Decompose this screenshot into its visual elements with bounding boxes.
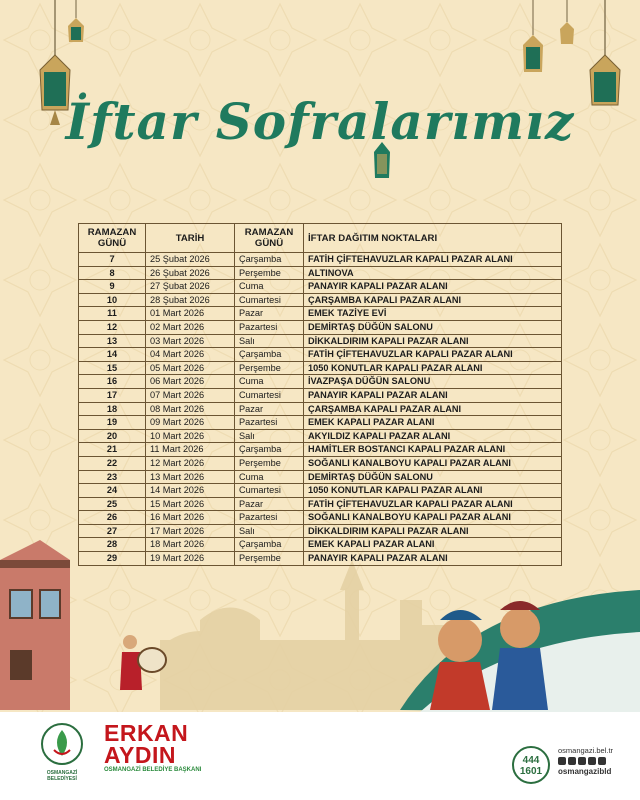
facebook-icon[interactable] [568, 757, 576, 765]
cell-ramazan-gunu: 9 [79, 280, 146, 294]
cell-tarih: 27 Şubat 2026 [146, 280, 235, 294]
cell-gun: Perşembe [235, 456, 304, 470]
mayor-role: OSMANGAZİ BELEDİYE BAŞKANI [104, 767, 202, 773]
cell-tarih: 26 Şubat 2026 [146, 266, 235, 280]
cell-ramazan-gunu: 16 [79, 375, 146, 389]
cell-dagitim-noktasi: ÇARŞAMBA KAPALI PAZAR ALANI [304, 402, 562, 416]
cell-dagitim-noktasi: EMEK TAZİYE EVİ [304, 307, 562, 321]
twitter-icon[interactable] [578, 757, 586, 765]
table-row [79, 320, 562, 334]
cell-ramazan-gunu: 19 [79, 416, 146, 430]
cell-gun: Çarşamba [235, 443, 304, 457]
cell-dagitim-noktasi: 1050 KONUTLAR KAPALI PAZAR ALANI [304, 361, 562, 375]
table-row [79, 484, 562, 498]
cell-gun: Salı [235, 429, 304, 443]
cell-tarih: 16 Mart 2026 [146, 511, 235, 525]
cell-gun: Salı [235, 334, 304, 348]
cell-ramazan-gunu: 27 [79, 524, 146, 538]
linkedin-icon[interactable] [598, 757, 606, 765]
cell-gun: Pazartesi [235, 416, 304, 430]
cell-ramazan-gunu: 23 [79, 470, 146, 484]
cell-gun: Cuma [235, 280, 304, 294]
cell-tarih: 11 Mart 2026 [146, 443, 235, 457]
cell-dagitim-noktasi: EMEK KAPALI PAZAR ALANI [304, 416, 562, 430]
cell-dagitim-noktasi: DEMİRTAŞ DÜĞÜN SALONU [304, 320, 562, 334]
cell-dagitim-noktasi: İVAZPAŞA DÜĞÜN SALONU [304, 375, 562, 389]
cell-ramazan-gunu: 11 [79, 307, 146, 321]
cell-tarih: 17 Mart 2026 [146, 524, 235, 538]
cell-gun: Pazar [235, 307, 304, 321]
cell-gun: Pazartesi [235, 511, 304, 525]
lantern-small-right-icon [556, 0, 578, 50]
cell-dagitim-noktasi: FATİH ÇİFTEHAVUZLAR KAPALI PAZAR ALANI [304, 348, 562, 362]
mayor-block [104, 720, 202, 773]
table-row [79, 266, 562, 280]
cell-tarih: 04 Mart 2026 [146, 348, 235, 362]
table-header-row [79, 224, 562, 253]
cell-tarih: 08 Mart 2026 [146, 402, 235, 416]
cell-tarih: 15 Mart 2026 [146, 497, 235, 511]
social-icons [558, 757, 638, 765]
cell-dagitim-noktasi: EMEK KAPALI PAZAR ALANI [304, 538, 562, 552]
cell-ramazan-gunu: 21 [79, 443, 146, 457]
cell-gun: Cumartesi [235, 484, 304, 498]
page-title: İftar Sofralarımız [65, 92, 575, 151]
cell-dagitim-noktasi: AKYILDIZ KAPALI PAZAR ALANI [304, 429, 562, 443]
house-illustration [0, 540, 70, 710]
cell-gun: Pazar [235, 497, 304, 511]
table-row [79, 456, 562, 470]
website-link[interactable]: osmangazi.bel.tr [558, 746, 614, 755]
cell-gun: Cuma [235, 375, 304, 389]
cell-tarih: 06 Mart 2026 [146, 375, 235, 389]
mayor-first-name: ERKAN [104, 720, 189, 746]
cell-tarih: 09 Mart 2026 [146, 416, 235, 430]
municipality-name: OSMANGAZİ BELEDİYESİ [46, 770, 78, 782]
cell-tarih: 14 Mart 2026 [146, 484, 235, 498]
cell-tarih: 03 Mart 2026 [146, 334, 235, 348]
header-tarih: TARİH [146, 224, 235, 253]
cell-gun: Perşembe [235, 552, 304, 566]
cell-dagitim-noktasi: DİKKALDIRIM KAPALI PAZAR ALANI [304, 334, 562, 348]
cell-gun: Pazar [235, 402, 304, 416]
cell-ramazan-gunu: 10 [79, 293, 146, 307]
table-row [79, 402, 562, 416]
cell-gun: Cumartesi [235, 293, 304, 307]
header-ramazan-gunu-day: RAMAZAN GÜNÜ [235, 224, 304, 253]
cell-ramazan-gunu: 24 [79, 484, 146, 498]
scene-illustration [0, 520, 640, 720]
header-dagitim-noktalari: İFTAR DAĞITIM NOKTALARI [304, 224, 562, 253]
social-handle: osmangazibld [558, 767, 612, 776]
cell-tarih: 10 Mart 2026 [146, 429, 235, 443]
table-row [79, 253, 562, 267]
cell-gun: Perşembe [235, 266, 304, 280]
cell-tarih: 01 Mart 2026 [146, 307, 235, 321]
cell-dagitim-noktasi: DEMİRTAŞ DÜĞÜN SALONU [304, 470, 562, 484]
cell-gun: Çarşamba [235, 348, 304, 362]
cell-gun: Cuma [235, 470, 304, 484]
cell-ramazan-gunu: 15 [79, 361, 146, 375]
youtube-icon[interactable] [588, 757, 596, 765]
cell-tarih: 28 Şubat 2026 [146, 293, 235, 307]
cell-ramazan-gunu: 28 [79, 538, 146, 552]
cell-tarih: 02 Mart 2026 [146, 320, 235, 334]
lantern-small-left-icon [62, 0, 90, 50]
cell-ramazan-gunu: 7 [79, 253, 146, 267]
cell-tarih: 18 Mart 2026 [146, 538, 235, 552]
table-row [79, 443, 562, 457]
cell-dagitim-noktasi: PANAYIR KAPALI PAZAR ALANI [304, 388, 562, 402]
cell-dagitim-noktasi: ÇARŞAMBA KAPALI PAZAR ALANI [304, 293, 562, 307]
cell-ramazan-gunu: 26 [79, 511, 146, 525]
cell-ramazan-gunu: 29 [79, 552, 146, 566]
table-row [79, 307, 562, 321]
table-row [79, 280, 562, 294]
cell-tarih: 25 Şubat 2026 [146, 253, 235, 267]
iftar-schedule-table [78, 223, 562, 566]
cell-dagitim-noktasi: ALTINOVA [304, 266, 562, 280]
cell-dagitim-noktasi: HAMİTLER BOSTANCI KAPALI PAZAR ALANI [304, 443, 562, 457]
cell-tarih: 13 Mart 2026 [146, 470, 235, 484]
table-row [79, 416, 562, 430]
cell-ramazan-gunu: 20 [79, 429, 146, 443]
cell-ramazan-gunu: 12 [79, 320, 146, 334]
cell-gun: Salı [235, 524, 304, 538]
header-ramazan-gunu: RAMAZAN GÜNÜ [79, 224, 146, 253]
table-row [79, 361, 562, 375]
cell-dagitim-noktasi: SOĞANLI KANALBOYU KAPALI PAZAR ALANI [304, 511, 562, 525]
table-row [79, 470, 562, 484]
karagoz-puppets-illustration [430, 601, 548, 710]
cell-dagitim-noktasi: PANAYIR KAPALI PAZAR ALANI [304, 280, 562, 294]
hotline-badge: 444 1601 [512, 746, 550, 784]
cell-tarih: 19 Mart 2026 [146, 552, 235, 566]
mayor-last-name: AYDIN [104, 742, 176, 768]
cell-tarih: 07 Mart 2026 [146, 388, 235, 402]
cell-dagitim-noktasi: SOĞANLI KANALBOYU KAPALI PAZAR ALANI [304, 456, 562, 470]
cell-ramazan-gunu: 25 [79, 497, 146, 511]
cell-ramazan-gunu: 14 [79, 348, 146, 362]
cell-ramazan-gunu: 18 [79, 402, 146, 416]
cell-dagitim-noktasi: 1050 KONUTLAR KAPALI PAZAR ALANI [304, 484, 562, 498]
cell-tarih: 05 Mart 2026 [146, 361, 235, 375]
table-row [79, 497, 562, 511]
cell-gun: Pazartesi [235, 320, 304, 334]
lantern-mid-right-icon [518, 0, 548, 85]
cell-ramazan-gunu: 17 [79, 388, 146, 402]
instagram-icon[interactable] [558, 757, 566, 765]
cell-dagitim-noktasi: DİKKALDIRIM KAPALI PAZAR ALANI [304, 524, 562, 538]
cell-gun: Çarşamba [235, 253, 304, 267]
table-row [79, 429, 562, 443]
cell-tarih: 12 Mart 2026 [146, 456, 235, 470]
cell-dagitim-noktasi: FATİH ÇİFTEHAVUZLAR KAPALI PAZAR ALANI [304, 253, 562, 267]
social-block [558, 746, 638, 776]
cell-gun: Cumartesi [235, 388, 304, 402]
table-row [79, 348, 562, 362]
cell-dagitim-noktasi: FATİH ÇİFTEHAVUZLAR KAPALI PAZAR ALANI [304, 497, 562, 511]
cell-gun: Çarşamba [235, 538, 304, 552]
table-row [79, 375, 562, 389]
cell-ramazan-gunu: 22 [79, 456, 146, 470]
table-row [79, 293, 562, 307]
cell-dagitim-noktasi: PANAYIR KAPALI PAZAR ALANI [304, 552, 562, 566]
cell-ramazan-gunu: 8 [79, 266, 146, 280]
table-row [79, 334, 562, 348]
cell-gun: Perşembe [235, 361, 304, 375]
drummer-illustration [120, 635, 166, 690]
table-row [79, 388, 562, 402]
cell-ramazan-gunu: 13 [79, 334, 146, 348]
